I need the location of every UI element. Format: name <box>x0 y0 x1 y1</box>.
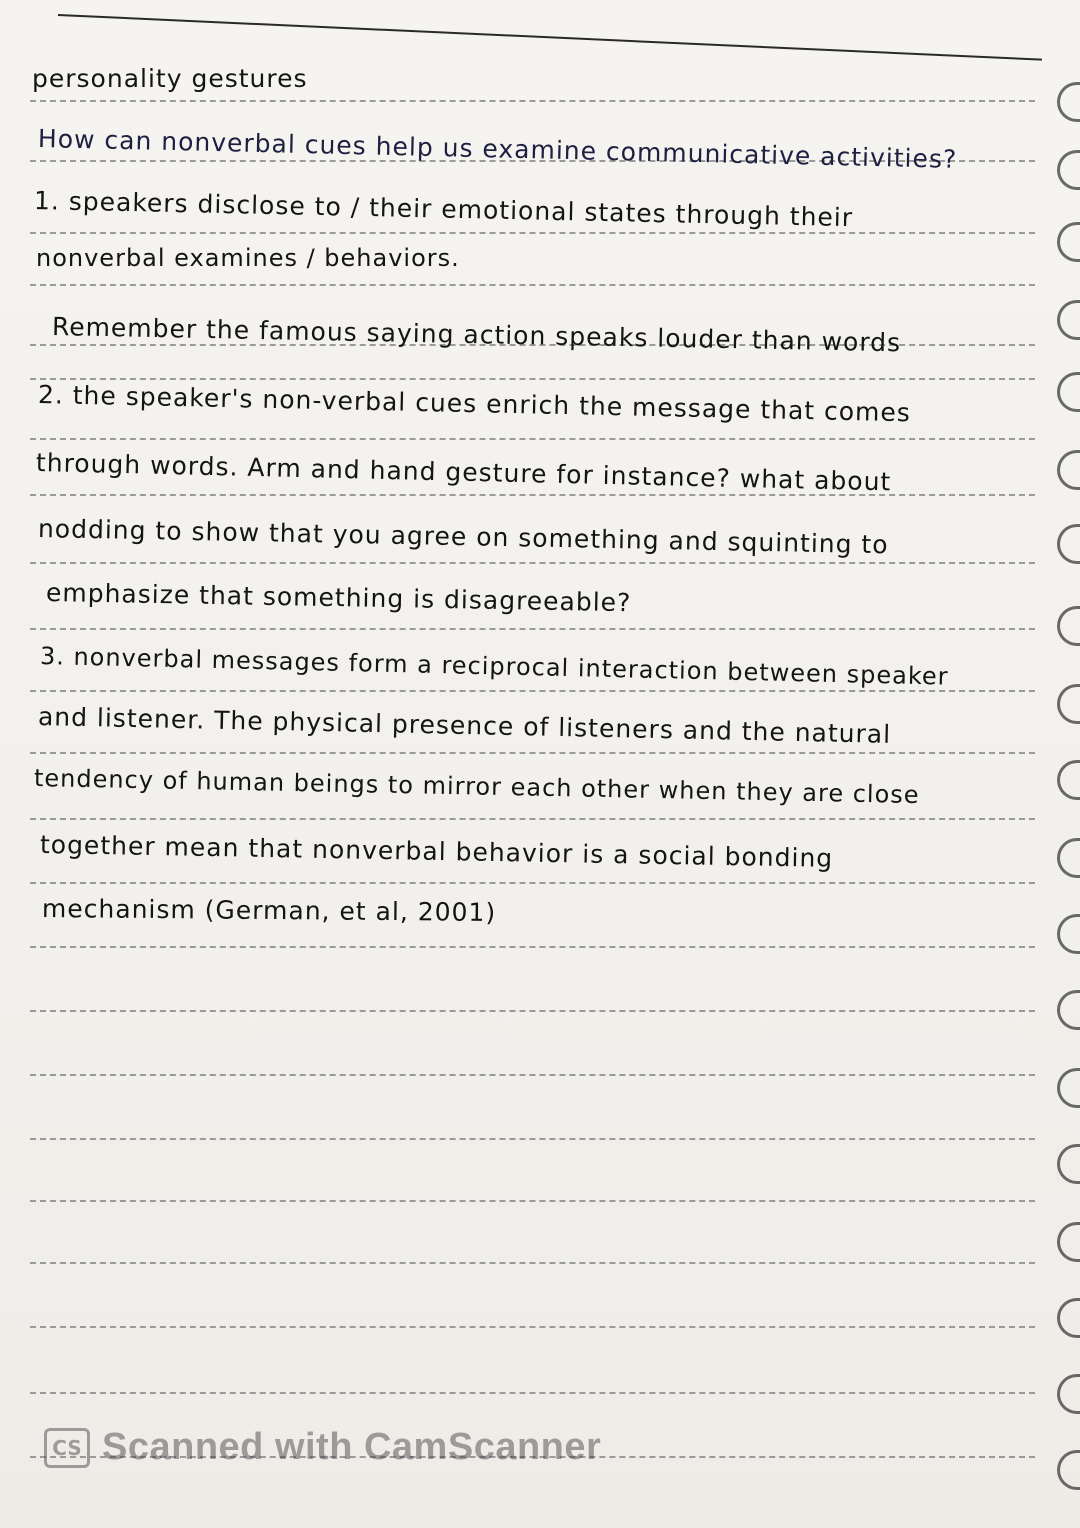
note-line-8: nodding to show that you agree on something and squinting to <box>37 514 889 560</box>
note-line-13: together mean that nonverbal behavior is a social bonding <box>39 830 834 873</box>
ruled-line <box>30 1138 1035 1140</box>
ruled-line <box>30 1262 1035 1264</box>
note-line-3: 1. speakers disclose to / their emotional states through their <box>33 186 854 233</box>
ruled-line <box>30 690 1035 692</box>
binding-ring <box>1057 684 1080 724</box>
binding-ring <box>1057 82 1080 122</box>
binding-ring <box>1057 1068 1080 1108</box>
binding-ring <box>1057 150 1080 190</box>
binding-ring <box>1057 606 1080 646</box>
ruled-line <box>30 1010 1035 1012</box>
binding-ring <box>1057 914 1080 954</box>
binding-ring <box>1057 760 1080 800</box>
ruled-line <box>30 752 1035 754</box>
binding-ring <box>1057 1298 1080 1338</box>
note-line-10: 3. nonverbal messages form a reciprocal interaction between speaker <box>39 642 949 691</box>
binding-ring <box>1057 1450 1080 1490</box>
binding-ring <box>1057 1144 1080 1184</box>
note-line-6: 2. the speaker's non-verbal cues enrich the message that comes <box>37 380 912 428</box>
note-line-9: emphasize that something is disagreeable? <box>45 578 632 618</box>
ruled-line <box>30 1392 1035 1394</box>
ruled-line <box>30 946 1035 948</box>
ruled-line <box>30 1074 1035 1076</box>
binding-ring <box>1057 838 1080 878</box>
note-line-14: mechanism (German, et al, 2001) <box>41 894 497 927</box>
note-line-2: How can nonverbal cues help us examine communicative activities? <box>37 124 958 174</box>
binding-ring <box>1057 990 1080 1030</box>
note-line-11: and listener. The physical presence of listeners and the natural <box>37 702 892 749</box>
ruled-line <box>30 882 1035 884</box>
camscanner-watermark <box>44 1426 601 1469</box>
binding-ring <box>1057 1222 1080 1262</box>
watermark-text: Scanned with CamScanner <box>102 1426 602 1468</box>
ruled-line <box>30 562 1035 564</box>
ruled-line <box>30 818 1035 820</box>
ruled-line <box>30 284 1035 286</box>
note-line-1: personality gestures <box>32 64 308 93</box>
binding-ring <box>1057 1374 1080 1414</box>
camscanner-logo-icon: CS <box>44 1428 90 1468</box>
binding-ring <box>1057 372 1080 412</box>
ruled-line <box>30 100 1035 102</box>
ruled-line <box>30 438 1035 440</box>
ruled-line <box>30 1200 1035 1202</box>
binding-ring <box>1057 450 1080 490</box>
note-line-4: nonverbal examines / behaviors. <box>36 244 460 272</box>
note-line-12: tendency of human beings to mirror each other when they are close <box>33 764 920 810</box>
binding-ring <box>1057 524 1080 564</box>
note-line-7: through words. Arm and hand gesture for instance? what about <box>35 448 892 497</box>
note-line-5: Remember the famous saying action speaks louder than words <box>51 312 902 358</box>
top-margin-rule <box>58 14 1042 61</box>
ruled-line <box>30 1326 1035 1328</box>
ruled-line <box>30 628 1035 630</box>
ruled-line <box>30 378 1035 380</box>
binding-ring <box>1057 222 1080 262</box>
